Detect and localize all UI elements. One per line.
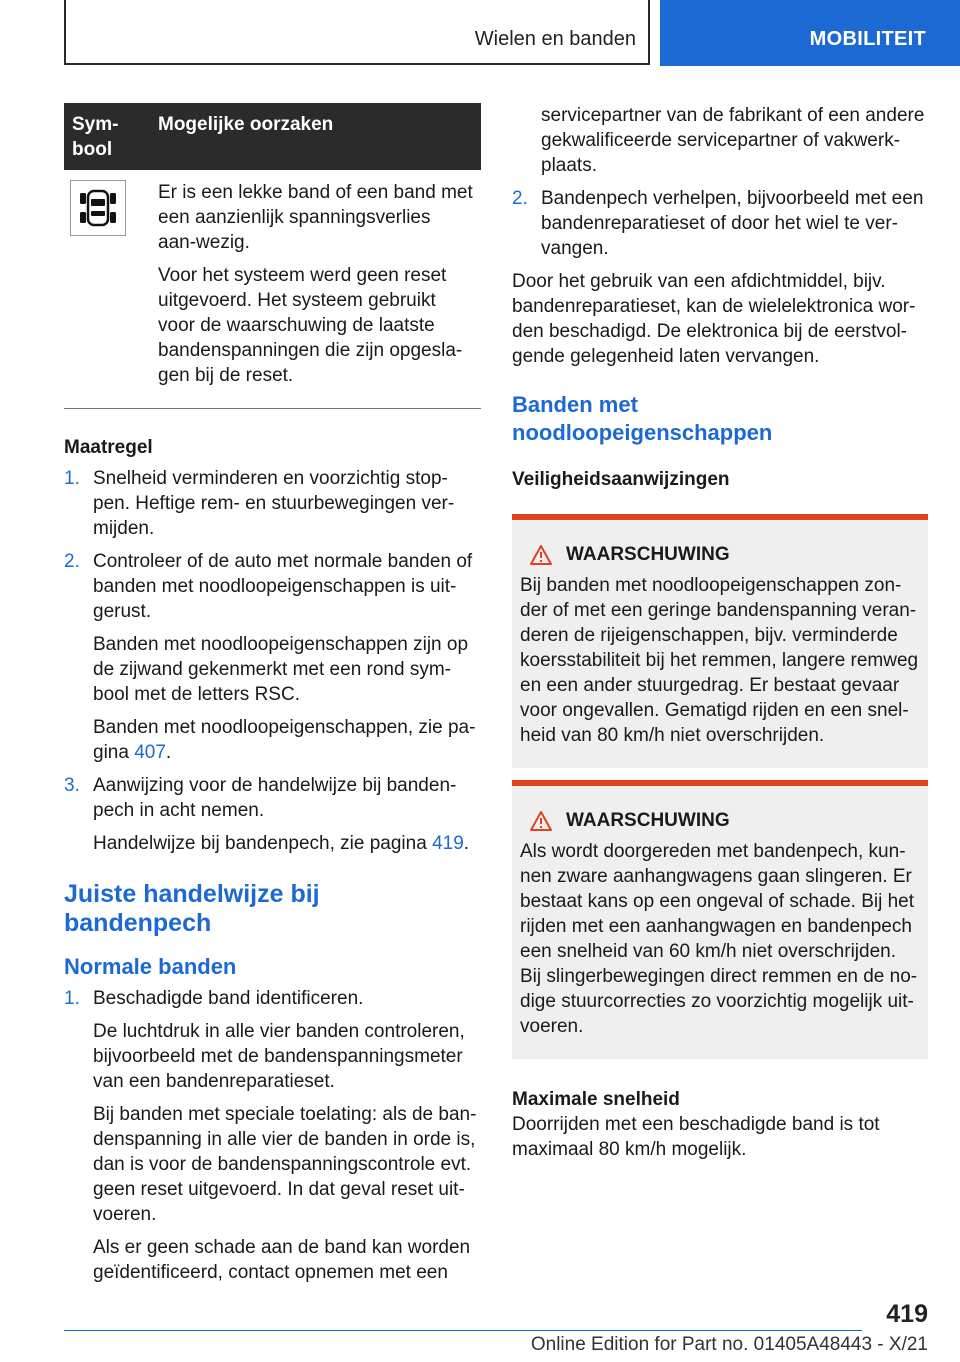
chapter-tab-label: MOBILITEIT bbox=[809, 28, 926, 50]
car-tires-warning-icon bbox=[70, 180, 126, 236]
header-divider-left bbox=[64, 0, 66, 64]
list-item bbox=[512, 186, 928, 261]
header-section-title: Wielen en banden bbox=[474, 28, 636, 50]
warning-text: Als wordt doorgereden met bandenpech, kun-nen zware aanhangwagens gaan slingeren. Er bestaat kans op een ongeval of schade. Bij het rijden met een aanhangwagen en bandenpech een snelheid van 60 km/h niet overschrijden. Bij slingerbewegingen direct remmen en de no-dige stuurcorrecties zo voorzichtig mogelijk uit-voeren. bbox=[520, 841, 918, 1037]
section-title-runflat: Banden met noodloopeigenschappen bbox=[512, 392, 773, 445]
step-number: 2. bbox=[64, 551, 80, 572]
warning-title: WAARSCHUWING bbox=[566, 544, 730, 565]
step-number: 1. bbox=[64, 468, 80, 489]
step-number: 2. bbox=[512, 188, 528, 209]
cause-text-2: Voor het systeem werd geen reset uitgevoerd. Het systeem gebruikt voor de waarschuwing de laatste bandenspanningen die zijn opgesla-gen bij de reset. bbox=[158, 265, 463, 386]
causes-column-header: Mogelijke oorzaken bbox=[150, 103, 481, 170]
warning-title: WAARSCHUWING bbox=[566, 810, 730, 831]
list-item bbox=[64, 773, 481, 856]
list-item bbox=[64, 549, 481, 765]
right-column bbox=[512, 103, 928, 1162]
step-number: 1. bbox=[64, 988, 80, 1009]
footer-rule bbox=[64, 1330, 862, 1331]
step-text: Snelheid verminderen en voorzichtig stop-pen. Heftige rem- en stuurbewegingen ver-mijden. bbox=[93, 468, 455, 539]
list-item bbox=[64, 466, 481, 541]
warning-box-1 bbox=[512, 514, 928, 768]
procedure-list bbox=[64, 986, 481, 1285]
measures-heading: Maatregel bbox=[64, 437, 153, 458]
sealant-note: Door het gebruik van een afdichtmiddel, bijv. bandenreparatieset, kan de wielelektronica wor-den beschadigd. De elektronica bij de eerstvol-gende gelegenheid laten vervangen. bbox=[512, 271, 916, 367]
page-number: 419 bbox=[886, 1300, 928, 1328]
step-text: Controleer of de auto met normale banden of banden met noodloopeigenschappen is uit-gerust. bbox=[93, 551, 473, 622]
max-speed-text: Doorrijden met een beschadigde band is tot maximaal 80 km/h mogelijk. bbox=[512, 1114, 880, 1160]
step-detail: Banden met noodloopeigenschappen zijn op de zijwand gekenmerkt met een rond sym-bool met de letters RSC. bbox=[93, 634, 469, 705]
left-column bbox=[64, 103, 481, 1293]
step-detail: Als er geen schade aan de band kan worden geïdentificeerd, contact opnemen met een bbox=[93, 1237, 471, 1283]
subsection-title-normal-tyres: Normale banden bbox=[64, 954, 237, 979]
step-detail: Handelwijze bij bandenpech, zie pagina 419. bbox=[93, 833, 470, 854]
warning-box-2 bbox=[512, 780, 928, 1059]
header-divider-right bbox=[648, 0, 650, 64]
max-speed-heading: Maximale snelheid bbox=[512, 1089, 680, 1110]
table-row bbox=[64, 170, 481, 404]
step-detail: De luchtdruk in alle vier banden controleren, bijvoorbeeld met de bandenspanningsmeter van een bandenreparatieset. bbox=[93, 1021, 465, 1092]
step-number: 3. bbox=[64, 775, 80, 796]
symbol-column-header: Sym- bool bbox=[64, 103, 150, 170]
section-title-flat-tyre: Juiste handelwijze bij bandenpech bbox=[64, 880, 320, 937]
footer-edition: Online Edition for Part no. 01405A48443 - X/21 bbox=[530, 1334, 928, 1355]
symbol-table bbox=[64, 103, 481, 404]
step-continuation: servicepartner van de fabrikant of een andere gekwalificeerde servicepartner of vakwerk-plaats. bbox=[541, 105, 925, 176]
header-rule bbox=[64, 63, 650, 65]
measures-list bbox=[64, 466, 481, 856]
symbol-table-header bbox=[64, 103, 481, 170]
step-detail: Bij banden met speciale toelating: als de ban-denspanning in alle vier de banden in orde is, dan is voor de bandenspanningscontrole evt. geen reset uitgevoerd. In dat geval reset uit-voeren. bbox=[93, 1104, 477, 1225]
procedure-list-continued bbox=[512, 186, 928, 261]
chapter-tab[interactable] bbox=[660, 0, 960, 66]
warning-triangle-icon bbox=[530, 811, 552, 831]
step-text: Bandenpech verhelpen, bijvoorbeeld met een bandenreparatieset of door het wiel te ver-vangen. bbox=[541, 188, 924, 259]
step-detail: Banden met noodloopeigenschappen, zie pa-gina 407. bbox=[93, 717, 476, 763]
step-text: Aanwijzing voor de handelwijze bij banden-pech in acht nemen. bbox=[93, 775, 457, 821]
safety-heading: Veiligheidsaanwijzingen bbox=[512, 469, 730, 490]
page-link-419[interactable]: 419 bbox=[432, 833, 464, 854]
warning-triangle-icon bbox=[530, 545, 552, 565]
list-item bbox=[64, 986, 481, 1285]
warning-text: Bij banden met noodloopeigenschappen zon-der of met een geringe bandenspanning veran-deren de rijeigenschappen, bijv. verminderde koersstabiliteit bij het remmen, langere remweg en een ander stuurgedrag. Er bestaat gevaar voor ongevallen. Gematigd rijden en een snel-heid van 80 km/h niet overschrijden. bbox=[520, 575, 919, 746]
page-link-407[interactable]: 407 bbox=[134, 742, 166, 763]
cause-text-1: Er is een lekke band of een band met een aanzienlijk spanningsverlies aan-wezig. bbox=[158, 182, 473, 253]
step-text: Beschadigde band identificeren. bbox=[93, 988, 364, 1009]
